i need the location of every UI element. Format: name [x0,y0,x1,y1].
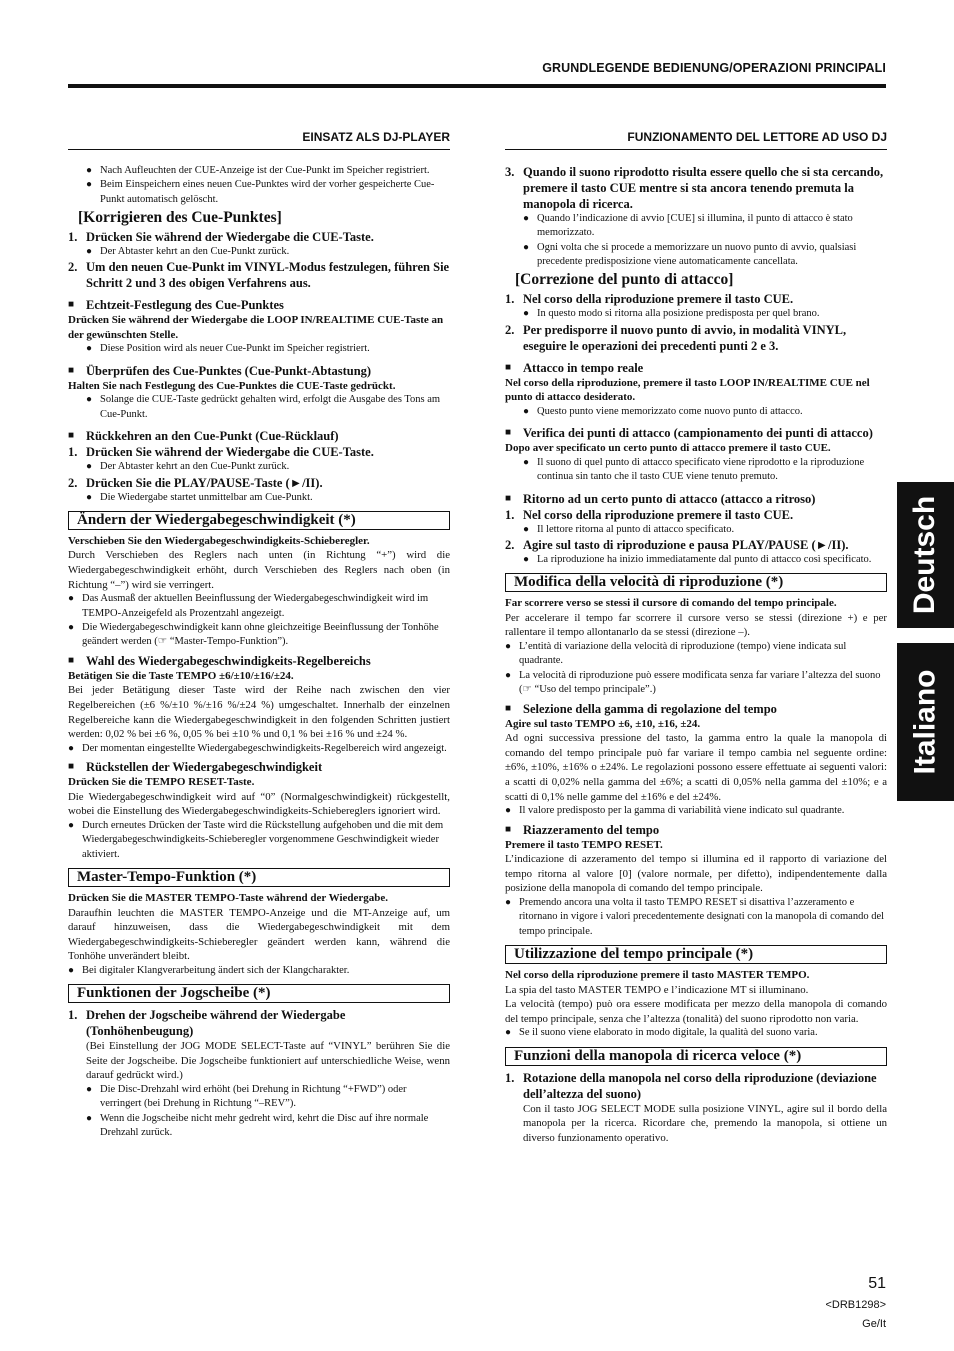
paragraph: La velocità (tempo) può ora essere modificata per mezzo della manopola di comando del tempo principale, senza che l’altezza (tonalità) del suono riprodotto non varia. [505,998,887,1025]
bullet-text: Die Wiedergabe startet unmittelbar am Cue-Punkt. [100,491,313,503]
list-item [505,1026,887,1040]
paragraph: Daraufhin leuchten die MASTER TEMPO-Anzeige und die MT-Anzeige auf, um darauf hinzuweisen, dass die Wiedergabegeschwindigkeit mit dem Wiedergabegeschwindigkeits-Schieberegler geändert werden kann, während die Tonhöhe unverändert bleibt. [68,906,450,963]
square-bullet-icon: ■ [505,427,512,439]
instruction: Verschieben Sie den Wiedergabegeschwindigkeits-Schieberegler. [68,534,370,547]
bullet-text: Die Disc-Drehzahl wird erhöht (bei Drehung in Richtung “+FWD”) oder verringert (bei Drehung in Richtung “–REV”). [100,1083,407,1110]
instruction: Far scorrere verso se stessi il cursore di comando del tempo principale. [505,597,837,610]
step-text: Drücken Sie die PLAY/PAUSE-Taste (►/II). [86,475,323,490]
top-rule [68,84,886,88]
bullet-icon: ● [86,1112,93,1124]
square-bullet-icon: ■ [505,702,512,714]
subsection-title [68,363,450,379]
subsection-title-text: Überprüfen des Cue-Punktes (Cue-Punkt-Abtastung) [86,363,372,378]
step [68,475,450,491]
bullet-text: Durch erneutes Drücken der Taste wird die Rückstellung aufgehoben und die mit dem Wiedergabegeschwindigkeits-Schieberegler vorgenommene Geschwindigkeit wieder aktiviert. [82,819,444,860]
step-number: 2. [505,538,515,553]
instruction: Nel corso della riproduzione, premere il tasto LOOP IN/REALTIME CUE nel punto di attacco desiderato. [505,376,870,404]
step-number: 2. [68,260,78,275]
bullet-text: Der momentan eingestellte Wiedergabegeschwindigkeits-Regelbereich wird angezeigt. [82,742,447,754]
subsection-title-text: Echtzeit-Festlegung des Cue-Punktes [86,298,284,313]
step-number: 3. [505,164,515,179]
paragraph: La spia del tasto MASTER TEMPO e l’indicazione MT si illuminano. [505,983,809,996]
list-item [523,553,887,567]
side-tab-deutsch-label: Deutsch [908,495,942,615]
square-bullet-icon: ■ [68,299,75,311]
paragraph: Per accelerare il tempo far scorrere il cursore verso se stessi (direzione +) e per rallentare il tempo allontanarlo da se stessi (direzione –). [505,611,887,639]
bullet-icon: ● [86,343,93,355]
bullet-text: La velocità di riproduzione può essere modificata senza far variare l’altezza del suono (☞ “Uso del tempo principale”.) [519,669,881,696]
bullet-text: Diese Position wird als neuer Cue-Punkt im Speicher registriert. [100,343,370,355]
bullet-text: Ogni volta che si procede a memorizzare un nuovo punto di avvio, qualsiasi precedente predisposizione viene automaticamente cancellata. [537,241,857,268]
subsection-title-text: Rückkehren an den Cue-Punkt (Cue-Rücklauf) [86,429,339,444]
bullet-text: Il suono di quel punto di attacco specificato viene riprodotto e la riproduzione continua sin tanto che il tasto CUE viene tenuto premuto. [537,456,865,483]
subsection-title [68,428,450,444]
list-item [68,621,450,650]
bullet-icon: ● [86,491,93,503]
bullet-icon: ● [523,523,530,535]
right-column [505,130,887,1145]
section-title-box: Funzioni della manopola di ricerca veloce (*) [505,1047,887,1066]
bullet-text: Il lettore ritorna al punto di attacco specificato. [537,523,735,535]
subsection-title [505,425,887,441]
list-item [505,640,887,669]
step-text: Per predisporre il nuovo punto di avvio, in modalità VINYL, eseguire le operazioni dei precedenti punti 2 e 3. [523,322,847,353]
bullet-icon: ● [505,641,512,653]
subsection-title-text: Ritorno ad un certo punto di attacco (attacco a ritroso) [523,491,816,506]
subsection-title [68,759,450,775]
step-text: Agire sul tasto di riproduzione e pausa PLAY/PAUSE (►/II). [523,538,849,553]
step [505,507,887,523]
bullet-icon: ● [86,1083,93,1095]
square-bullet-icon: ■ [68,430,75,442]
bullet-icon: ● [68,622,75,634]
step-text: Um den neuen Cue-Punkt im VINYL-Modus festzulegen, führen Sie Schritt 2 und 3 des obigen Verfahrens aus. [86,260,450,291]
paragraph: L’indicazione di azzeramento del tempo si illumina ed il rapporto di variazione del tempo ritorna al valore [0] (valore normale, per difetto), indipendentemente dalla posizione della manopola di comando del tempo principale. [505,853,887,895]
instruction: Drücken Sie während der Wiedergabe die LOOP IN/REALTIME CUE-Taste an der gewünschten Stelle. [68,314,444,341]
paragraph: Con il tasto JOG SELECT MODE sulla posizione VINYL, agire sul il bordo della manopola per la ricerca. Ricordare che, premendo la manopola, si ottiene un diverso funzionamento operativo. [523,1102,887,1144]
bullet-icon: ● [505,1027,512,1039]
list-item [523,212,887,241]
step-number: 1. [505,292,515,307]
step-text: Nel corso della riproduzione premere il tasto CUE. [523,507,794,522]
document-code: <DRB1298> [825,1299,886,1311]
list-item [505,804,887,818]
square-bullet-icon: ■ [505,823,512,835]
side-tab-deutsch [897,482,954,628]
bullet-icon: ● [86,179,93,191]
right-column-title: FUNZIONAMENTO DEL LETTORE AD USO DJ [505,130,887,150]
bullet-text: Das Ausmaß der aktuellen Beeinflussung der Wiedergabegeschwindigkeit wird im TEMPO-Anzeigefeld als Prozentzahl angezeigt. [82,593,429,619]
paragraph: Bei jeder Betätigung dieser Taste wird der Reihe nach zwischen den vier Regelbereichen (±6 %/±10 %/±16 %/±24 %) umgeschaltet. Innerhalb der einzelnen Regelbereiche kann die Wiedergabegeschwindigkeit in den folgenden Schritten justiert werden: 0,02 % bei ±6 %, 0,05 % bei ±10 % und 0,1 % bei ±16 % und ±24 %. [68,684,450,741]
instruction: Nel corso della riproduzione premere il tasto MASTER TEMPO. [505,969,810,981]
bullet-text: Wenn die Jogscheibe nicht mehr gedreht wird, kehrt die Disc auf ihre normale Drehzahl zurück. [100,1112,429,1139]
language-code: Ge/It [862,1318,886,1330]
step-number: 2. [68,475,78,490]
subsection-title-text: Verifica dei punti di attacco (campionamento dei punti di attacco) [523,426,873,441]
instruction: Drücken Sie die MASTER TEMPO-Taste während der Wiedergabe. [68,892,389,904]
bullet-icon: ● [523,241,530,253]
bullet-text: L’entità di variazione della velocità di riproduzione (tempo) viene indicata sul quadrante. [519,641,847,667]
bullet-icon: ● [523,554,530,566]
list-item [86,491,450,505]
list-item [68,964,450,978]
bullet-icon: ● [523,212,530,224]
bullet-text: Premendo ancora una volta il tasto TEMPO RESET si disattiva l’azzeramento e ritornano in vigore i valori precedentemente designati con la manopola di comando del tempo principale. [519,896,885,937]
subsection-title [505,360,887,376]
step-number: 1. [505,507,515,522]
list-item [68,592,450,621]
subsection-title-text: Rückstellen der Wiedergabegeschwindigkeit [86,760,323,775]
instruction: Drücken Sie die TEMPO RESET-Taste. [68,776,255,789]
section-title-box: Funktionen der Jogscheibe (*) [68,984,450,1003]
step [505,164,887,212]
left-column [68,130,450,1141]
subsection-title [505,701,887,717]
bullet-icon: ● [86,164,93,176]
subsection-title [68,653,450,669]
bullet-text: Beim Einspeichern eines neuen Cue-Punktes wird der vorher gespeicherte Cue-Punkt automatisch gelöscht. [100,179,435,205]
step-number: 2. [505,322,515,337]
list-item [68,742,450,756]
bullet-text: Quando l’indicazione di avvio [CUE] si illumina, il punto di attacco è stato memorizzato. [537,212,853,239]
subsection-title [505,491,887,507]
bullet-icon: ● [68,819,75,831]
page-number: 51 [868,1275,886,1292]
instruction: Agire sul tasto TEMPO ±6, ±10, ±16, ±24. [505,717,701,730]
step [505,537,887,553]
bullet-text: Il valore predisposto per la gamma di variabilità viene indicato sul quadrante. [519,805,845,817]
square-bullet-icon: ■ [505,361,512,373]
bullet-text: In questo modo si ritorna alla posizione predisposta per quel brano. [537,308,820,320]
list-item [86,342,450,356]
step-text: Drücken Sie während der Wiedergabe die CUE-Taste. [86,445,374,460]
step [68,444,450,460]
bullet-icon: ● [86,245,93,257]
bullet-icon: ● [523,308,530,320]
list-item [86,164,450,178]
paragraph: (Bei Einstellung der JOG MODE SELECT-Taste auf “VINYL” berühren Sie die Seite der Jogscheibe. Die Jogscheibe funktioniert auf unterschiedliche Weise, wenn darauf gedrückt wird.) [86,1040,450,1082]
square-bullet-icon: ■ [505,492,512,504]
paragraph: Durch Verschieben des Reglers nach unten (in Richtung “+”) wird die Wiedergabegeschwindigkeit erhöht, durch Verschieben des Reglers nach oben (in Richtung “–”) wird sie verringert. [68,549,450,591]
paragraph: Ad ogni successiva pressione del tasto, la gamma entro la quale la manopola di comando del tempo principale può far variare il tempo cambia nel seguente ordine: ±6%, ±10%, ±16% o ±24%. Le regolazioni possono essere effettuate ai seguenti valori: a scatti di 0,02% nella gamma del ±6%; a scatti di 0,05% nella gamma del ±10%; e a scatti di 0,1% nelle gamme del ±16% e del ±24%. [505,732,887,803]
list-item [505,896,887,939]
list-item [68,819,450,862]
bullet-text: La riproduzione ha inizio immediatamente dal punto di attacco così specificato. [537,554,872,566]
step [505,291,887,307]
bullet-icon: ● [68,964,75,976]
running-head: GRUNDLEGENDE BEDIENUNG/OPERAZIONI PRINCIPALI [542,61,886,75]
step-number: 1. [68,1008,78,1023]
bullet-text: Bei digitaler Klangverarbeitung ändert sich der Klangcharakter. [82,964,350,976]
subsection-title-text: Wahl des Wiedergabegeschwindigkeits-Regelbereichs [86,653,371,668]
bullet-icon: ● [68,742,75,754]
step-text: Nel corso della riproduzione premere il tasto CUE. [523,292,794,307]
bullet-icon: ● [86,394,93,406]
step [505,322,887,354]
bullet-text: Nach Aufleuchten der CUE-Anzeige ist der Cue-Punkt im Speicher registriert. [100,164,430,176]
list-item [523,456,887,485]
instruction: Premere il tasto TEMPO RESET. [505,838,663,851]
list-item [86,1112,450,1141]
section-title-box: Ändern der Wiedergabegeschwindigkeit (*) [68,511,450,530]
section-title: [Correzione del punto di attacco] [515,271,734,289]
step [68,259,450,291]
list-item [86,245,450,259]
subsection-title [505,822,887,838]
list-item [86,1083,450,1112]
bullet-text: Der Abtaster kehrt an den Cue-Punkt zurück. [100,461,290,473]
list-item [505,669,887,698]
step-text: Rotazione della manopola nel corso della riproduzione (deviazione dell’altezza del suono) [523,1070,877,1101]
step [505,1070,887,1102]
list-item [86,178,450,207]
section-title: [Korrigieren des Cue-Punktes] [78,209,282,227]
square-bullet-icon: ■ [68,364,75,376]
section-title-box: Modifica della velocità di riproduzione (*) [505,573,887,592]
step-number: 1. [68,445,78,460]
subsection-title-text: Attacco in tempo reale [523,360,644,375]
instruction: Dopo aver specificato un certo punto di attacco premere il tasto CUE. [505,442,831,455]
bullet-icon: ● [86,461,93,473]
subsection-title-text: Riazzeramento del tempo [523,822,660,837]
step [68,1007,450,1039]
bullet-text: Questo punto viene memorizzato come nuovo punto di attacco. [537,405,803,417]
section-title-box: Utilizzazione del tempo principale (*) [505,945,887,964]
square-bullet-icon: ■ [68,654,75,666]
list-item [523,307,887,321]
bullet-icon: ● [523,405,530,417]
list-item [523,405,887,419]
bullet-icon: ● [505,896,512,908]
subsection-title [68,297,450,313]
step-number: 1. [68,229,78,244]
step-text: Drücken Sie während der Wiedergabe die CUE-Taste. [86,229,374,244]
bullet-icon: ● [523,456,530,468]
list-item [86,393,450,422]
bullet-text: Die Wiedergabegeschwindigkeit kann ohne gleichzeitige Beeinflussung der Tonhöhe geändert werden (☞ “Master-Tempo-Funktion”). [82,622,439,648]
left-column-title: EINSATZ ALS DJ-PLAYER [68,130,450,150]
step-text: Drehen der Jogscheibe während der Wiedergabe (Tonhöhenbeugung) [86,1008,346,1039]
section-title-box: Master-Tempo-Funktion (*) [68,868,450,887]
bullet-text: Se il suono viene elaborato in modo digitale, la qualità del suono varia. [519,1027,818,1039]
step-text: Quando il suono riprodotto risulta essere quello che si sta cercando, premere il tasto CUE mentre si sta ancora tenendo premuta la manopola di ricerca. [523,164,884,211]
side-tab-italiano-label: Italiano [908,669,942,775]
instruction: Halten Sie nach Festlegung des Cue-Punktes die CUE-Taste gedrückt. [68,379,396,392]
subsection-title-text: Selezione della gamma di regolazione del tempo [523,701,777,716]
bullet-text: Solange die CUE-Taste gedrückt gehalten wird, erfolgt die Ausgabe des Tons am Cue-Punkt. [100,394,441,420]
bullet-icon: ● [68,593,75,605]
step [68,229,450,245]
side-tab-italiano [897,643,954,801]
list-item [523,241,887,270]
paragraph: Die Wiedergabegeschwindigkeit wird auf “0” (Normalgeschwindigkeit) rückgestellt, wobei die Einstellung des Wiedergabegeschwindigkeits-Schiebereglers ignoriert wird. [68,790,450,818]
step-number: 1. [505,1070,515,1085]
instruction: Betätigen Sie die Taste TEMPO ±6/±10/±16/±24. [68,669,294,682]
bullet-text: Der Abtaster kehrt an den Cue-Punkt zurück. [100,245,290,257]
bullet-icon: ● [505,669,512,681]
bullet-icon: ● [505,805,512,817]
square-bullet-icon: ■ [68,761,75,773]
list-item [523,523,887,537]
list-item [86,460,450,474]
